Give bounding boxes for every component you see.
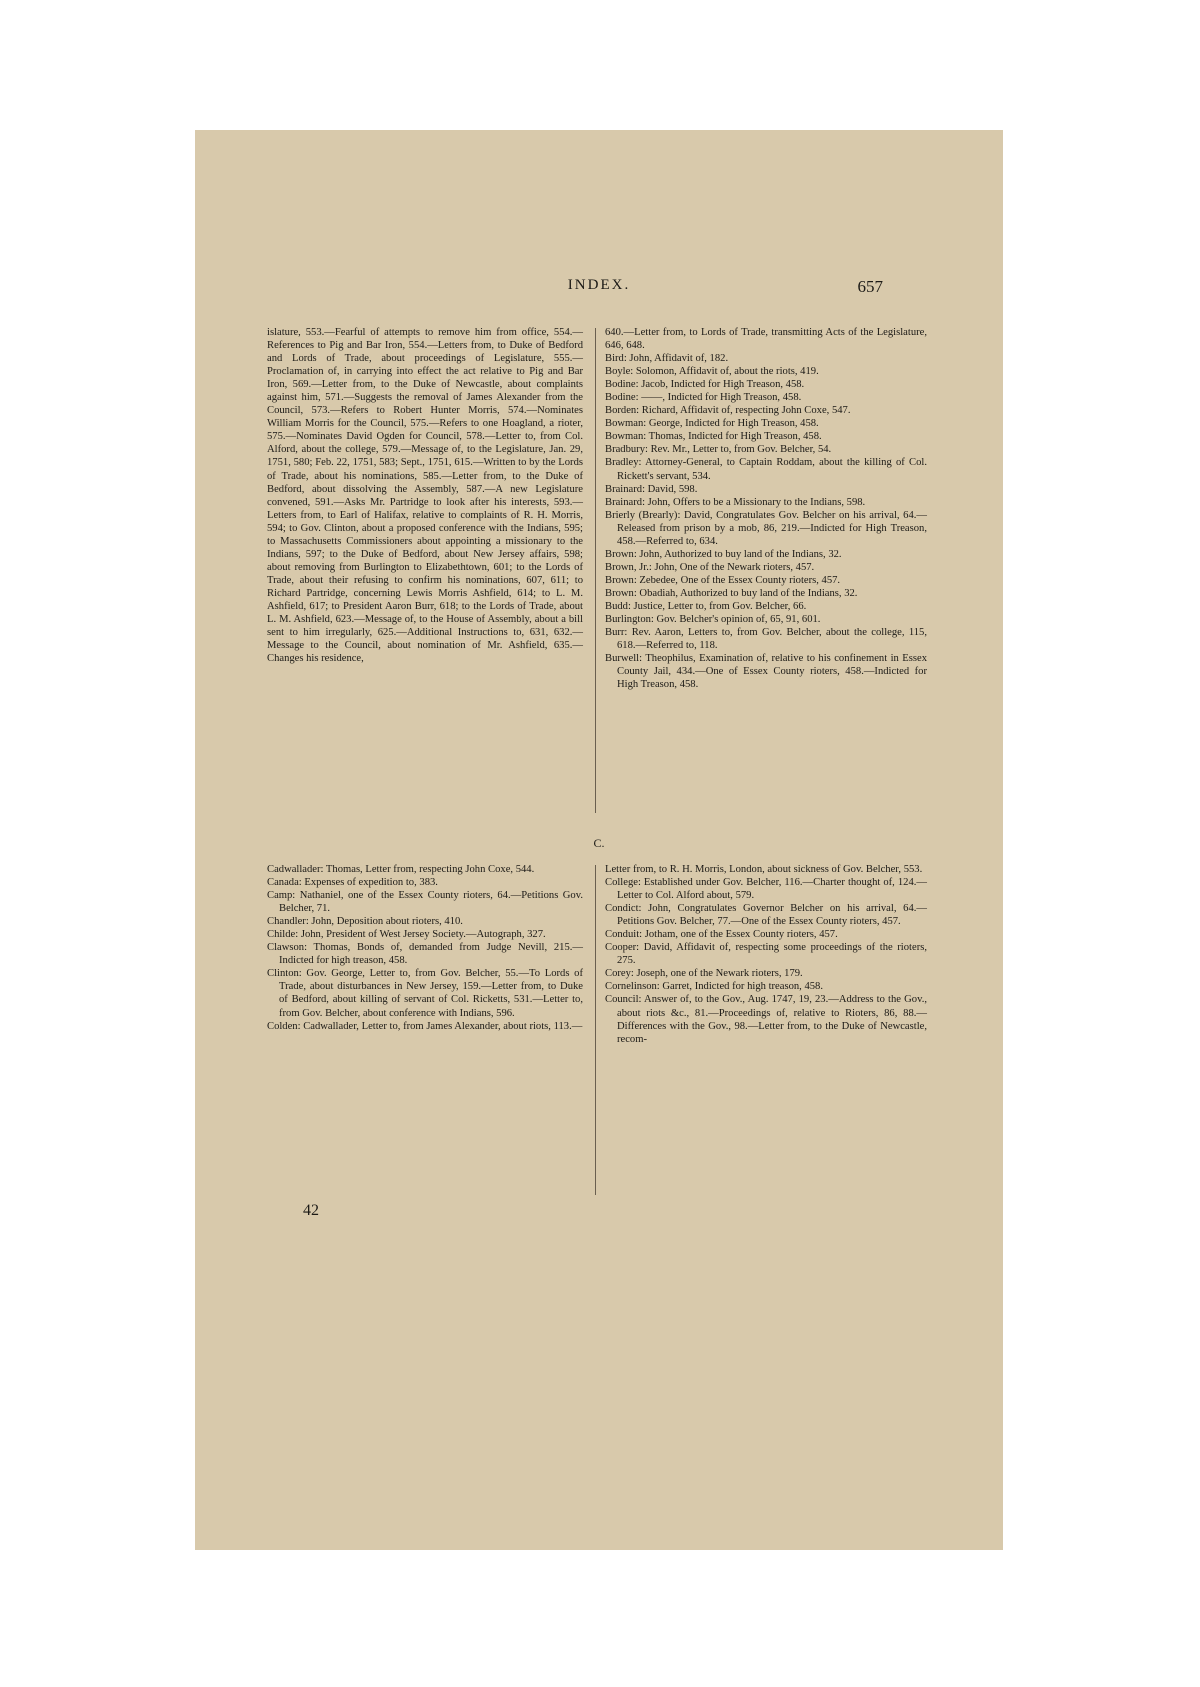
signature-mark: 42: [303, 1202, 319, 1219]
index-entry: Canada: Expenses of expedition to, 383.: [267, 877, 438, 889]
index-entry: Borden: Richard, Affidavit of, respecting John Coxe, 547.: [605, 405, 851, 417]
index-entry: Budd: Justice, Letter to, from Gov. Belcher, 66.: [605, 600, 807, 612]
index-entry: Brown: Zebedee, One of the Essex County rioters, 457.: [605, 574, 841, 586]
index-column-bottom-left: [267, 863, 583, 1033]
index-entry: Colden: Cadwallader, Letter to, from James Alexander, about riots, 113.—: [267, 1020, 583, 1032]
index-entry: 640.—Letter from, to Lords of Trade, transmitting Acts of the Legislature, 646, 648.: [605, 327, 927, 352]
index-entry: Cadwallader: Thomas, Letter from, respecting John Coxe, 544.: [267, 864, 535, 875]
index-entry: Burlington: Gov. Belcher's opinion of, 65, 91, 601.: [605, 614, 821, 626]
index-entry: Brainard: David, 598.: [605, 483, 698, 495]
index-column-top-left: [267, 326, 583, 665]
index-entry: Brown: Obadiah, Authorized to buy land of the Indians, 32.: [605, 587, 858, 599]
index-entry: Cornelinson: Garret, Indicted for high treason, 458.: [605, 981, 823, 993]
section-letter: C.: [593, 836, 605, 850]
book-page: [195, 130, 1003, 1550]
index-entry: Bowman: George, Indicted for High Treason, 458.: [605, 418, 819, 430]
index-entry: Clawson: Thomas, Bonds of, demanded from Judge Nevill, 215.—Indicted for high treason, 458.: [267, 942, 583, 967]
index-entry: Bodine: ——, Indicted for High Treason, 458.: [605, 392, 802, 404]
page-number: 657: [857, 277, 883, 296]
index-entry: Bodine: Jacob, Indicted for High Treason, 458.: [605, 379, 805, 391]
index-entry: Condict: John, Congratulates Governor Belcher on his arrival, 64.—Petitions Gov. Belcher, 77.—One of the Essex County rioters, 457.: [605, 903, 927, 928]
index-entry: Brierly (Brearly): David, Congratulates Gov. Belcher on his arrival, 64.—Released from prison by a mob, 86, 219.—Indicted for High Treason, 458.—Referred to, 634.: [605, 509, 927, 547]
index-entry: Bradley: Attorney-General, to Captain Roddam, about the killing of Col. Rickett's servant, 534.: [605, 457, 927, 482]
column-divider-bottom: [595, 865, 596, 1195]
index-entry: Boyle: Solomon, Affidavit of, about the riots, 419.: [605, 366, 819, 378]
index-entry: Cooper: David, Affidavit of, respecting some proceedings of the rioters, 275.: [605, 942, 927, 967]
index-entry: Bowman: Thomas, Indicted for High Treason, 458.: [605, 431, 822, 443]
index-entry: Corey: Joseph, one of the Newark rioters, 179.: [605, 968, 803, 980]
index-entry: College: Established under Gov. Belcher, 116.—Charter thought of, 124.—Letter to Col. Alford about, 579.: [605, 877, 927, 902]
index-entry: Bird: John, Affidavit of, 182.: [605, 353, 729, 365]
column-divider-top: [595, 328, 596, 813]
running-title: INDEX.: [567, 277, 631, 293]
index-entry: Clinton: Gov. George, Letter to, from Gov. Belcher, 55.—To Lords of Trade, about disturbances in New Jersey, 159.—Letter from, to Duke of Bedford, about killing of servant of Col. Ricketts, 531.—Letter to, from Gov. Belcher, about conference with Indians, 596.: [267, 968, 583, 1019]
index-entry: Brainard: John, Offers to be a Missionary to the Indians, 598.: [605, 496, 866, 508]
index-entry: Bradbury: Rev. Mr., Letter to, from Gov. Belcher, 54.: [605, 444, 832, 456]
index-entry: Letter from, to R. H. Morris, London, about sickness of Gov. Belcher, 553.: [605, 864, 923, 875]
index-column-bottom-right: [605, 863, 927, 1046]
index-entry: Council: Answer of, to the Gov., Aug. 1747, 19, 23.—Address to the Gov., about riots &c., 81.—Proceedings of, relative to Rioters, 86, 88.—Differences with the Gov., 98.—Letter from, to the Duke of Newcastle, recom-: [605, 994, 927, 1045]
index-column-top-right: [605, 326, 927, 691]
page-header: [195, 277, 1003, 301]
index-entry: Burwell: Theophilus, Examination of, relative to his confinement in Essex County Jail, 434.—One of Essex County rioters, 458.—Indicted for High Treason, 458.: [605, 653, 927, 691]
index-entry: Childe: John, President of West Jersey Society.—Autograph, 327.: [267, 929, 546, 941]
index-entry: Camp: Nathaniel, one of the Essex County rioters, 64.—Petitions Gov. Belcher, 71.: [267, 890, 583, 915]
index-entry: islature, 553.—Fearful of attempts to remove him from office, 554.—References to Pig and Bar Iron, 554.—Letters from, to Duke of Bedford and Lords of Trade, about proceedings of Legislature, 555.—Proclamation of, in carrying into effect the act relative to Pig and Bar Iron, 569.—Letter from, to the Duke of Newcastle, about complaints against him, 571.—Suggests the removal of James Alexander from the Council, 573.—Refers to Robert Hunter Morris, 574.—Nominates William Morris for the Council, 575.—Refers to one Hoagland, a rioter, 575.—Nominates David Ogden for Council, 578.—Letter to, from Col. Alford, about the college, 579.—Message of, to the Legislature, Jan. 29, 1751, 580; Feb. 22, 1751, 583; Sept., 1751, 615.—Written to by the Lords of Trade, about his nominations, 585.—Letter from, to the Duke of Bedford, about dissolving the Assembly, 587.—A new Legislature convened, 591.—Asks Mr. Partridge to look after his interests, 593.—Letters from, to Earl of Halifax, relative to complaints of R. H. Morris, 594; to Gov. Clinton, about a proposed conference with the Indians, 595; to Massachusetts Commissioners about appointing a missionary to the Indians, 597; to the Duke of Bedford, about New Jersey affairs, 598; about removing from Burlington to Elizabethtown, 601; to the Lords of Trade, about their refusing to confirm his nominations, 607, 611; to Richard Partridge, concerning Lewis Morris Ashfield, 614; to L. M. Ashfield, 617; to President Aaron Burr, 618; to the Lords of Trade, about L. M. Ashfield, 623.—Message of, to the House of Assembly, about a bill sent to him irregularly, 625.—Additional Instructions to, 631, 632.—Message to the Council, about nomination of Mr. Ashfield, 635.—Changes his residence,: [267, 327, 583, 665]
index-entry: Brown: John, Authorized to buy land of the Indians, 32.: [605, 548, 842, 560]
index-entry: Burr: Rev. Aaron, Letters to, from Gov. Belcher, about the college, 115, 618.—Referred to, 118.: [605, 627, 927, 652]
index-entry: Conduit: Jotham, one of the Essex County rioters, 457.: [605, 929, 838, 941]
index-entry: Chandler: John, Deposition about rioters, 410.: [267, 916, 463, 928]
index-entry: Brown, Jr.: John, One of the Newark rioters, 457.: [605, 561, 815, 573]
